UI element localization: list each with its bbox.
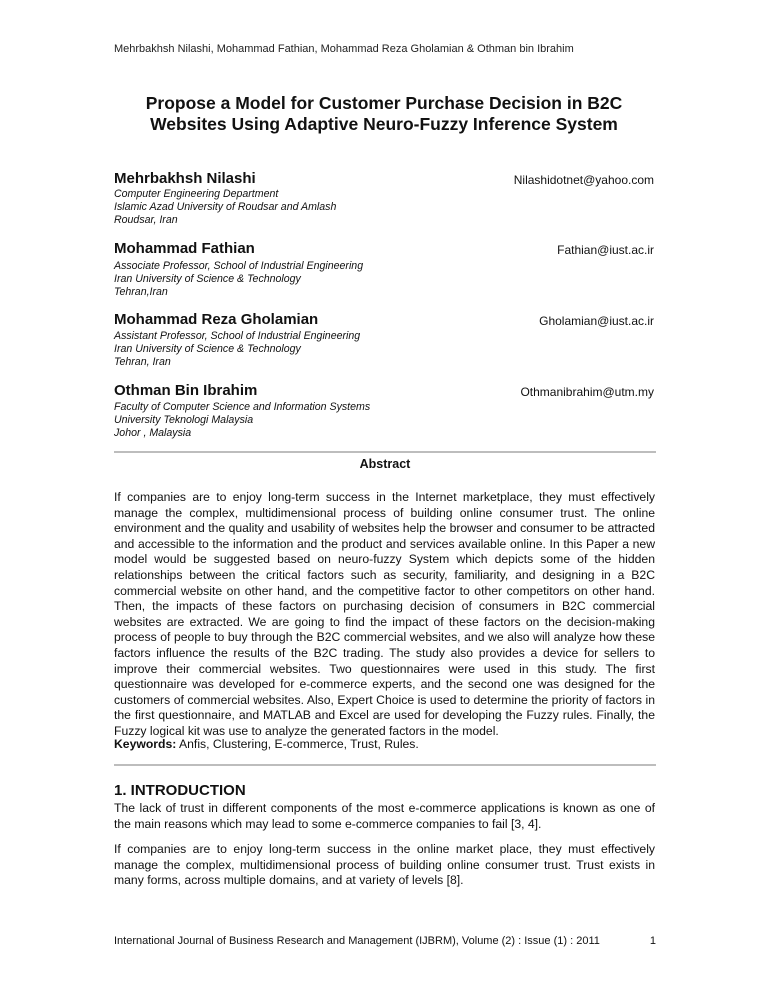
author-name: Othman Bin Ibrahim bbox=[114, 382, 258, 399]
author-email: Fathian@iust.ac.ir bbox=[557, 243, 654, 257]
author-affiliation: Computer Engineering Department Islamic Azad University of Roudsar and Amlash Roudsar, Iran bbox=[114, 188, 337, 226]
title-line-1: Propose a Model for Customer Purchase Decision in B2C bbox=[145, 93, 623, 113]
author-affiliation: Associate Professor, School of Industrial Engineering Iran University of Science & Technology Tehran,Iran bbox=[114, 260, 364, 298]
author-name: Mohammad Fathian bbox=[114, 240, 255, 257]
keywords-list: Anfis, Clustering, E-commerce, Trust, Rules. bbox=[176, 737, 419, 751]
footer-journal: International Journal of Business Research and Management (IJBRM), Volume (2) : Issue (1) : 2011 bbox=[114, 935, 600, 947]
page-number: 1 bbox=[649, 935, 656, 947]
abstract-text: If companies are to enjoy long-term success in the Internet marketplace, they must effectively manage the complex, multidimensional process of building online consumer trust. The online environment and the quality and usability of websites help the browser and consumer to be attracted and accessible to the information and the product and services available online. In this Paper a new model would be suggested based on neuro-fuzzy System which depicts some of the hidden relationships between the critical factors such as security, familiarity, and designing in a B2C commercial website on other hand, and the competitive factor to other competitors on other hand. Then, the impacts of these factors on purchasing decision of consumers in B2C commercial websites are extracted. We are going to find the impact of these factors on the decision-making process of people to buy through the B2C commercial websites, and we also will analyze how these factors influence the results of the B2C trading. The study also provides a device for sellers to improve their commercial websites. Two questionnaires were used in this study. The first questionnaire was developed for e-commerce experts, and the second one was designed for the customers of commercial websites. Also, Expert Choice is used to determine the priority of factors in the first questionnaire, and MATLAB and Excel are used for developing the Fuzzy rules. Finally, the Fuzzy logical kit was use to analyze the generated factors in the model. bbox=[114, 490, 655, 738]
running-head: Mehrbakhsh Nilashi, Mohammad Fathian, Mohammad Reza Gholamian & Othman bin Ibrahim bbox=[114, 43, 574, 55]
author-email: Othmanibrahim@utm.my bbox=[520, 385, 654, 399]
author-affiliation: Faculty of Computer Science and Information Systems University Teknologi Malaysia Johor , Malaysia bbox=[114, 401, 371, 439]
intro-paragraph: The lack of trust in different components of the most e-commerce applications is known as one of the main reasons which may lead to some e-commerce companies to fail [3, 4]. bbox=[114, 801, 655, 831]
author-name: Mehrbakhsh Nilashi bbox=[114, 170, 256, 187]
author-email: Nilashidotnet@yahoo.com bbox=[513, 173, 654, 187]
author-name: Mohammad Reza Gholamian bbox=[114, 311, 319, 328]
divider bbox=[114, 764, 656, 766]
section-heading-introduction: 1. INTRODUCTION bbox=[114, 782, 246, 799]
author-email: Gholamian@iust.ac.ir bbox=[539, 314, 654, 328]
keywords bbox=[114, 737, 419, 751]
abstract-heading: Abstract bbox=[359, 457, 411, 471]
paper-title bbox=[114, 93, 654, 135]
divider bbox=[114, 451, 656, 453]
intro-paragraph: If companies are to enjoy long-term success in the online market place, they must effectively manage the complex, multidimensional process of building online consumer trust. Trust exists in many forms, across multiple domains, and at variety of levels [8]. bbox=[114, 842, 655, 888]
keywords-label: Keywords: bbox=[114, 737, 177, 751]
author-affiliation: Assistant Professor, School of Industrial Engineering Iran University of Science & Technology Tehran, Iran bbox=[114, 330, 361, 368]
title-line-2: Websites Using Adaptive Neuro-Fuzzy Inference System bbox=[150, 114, 618, 134]
